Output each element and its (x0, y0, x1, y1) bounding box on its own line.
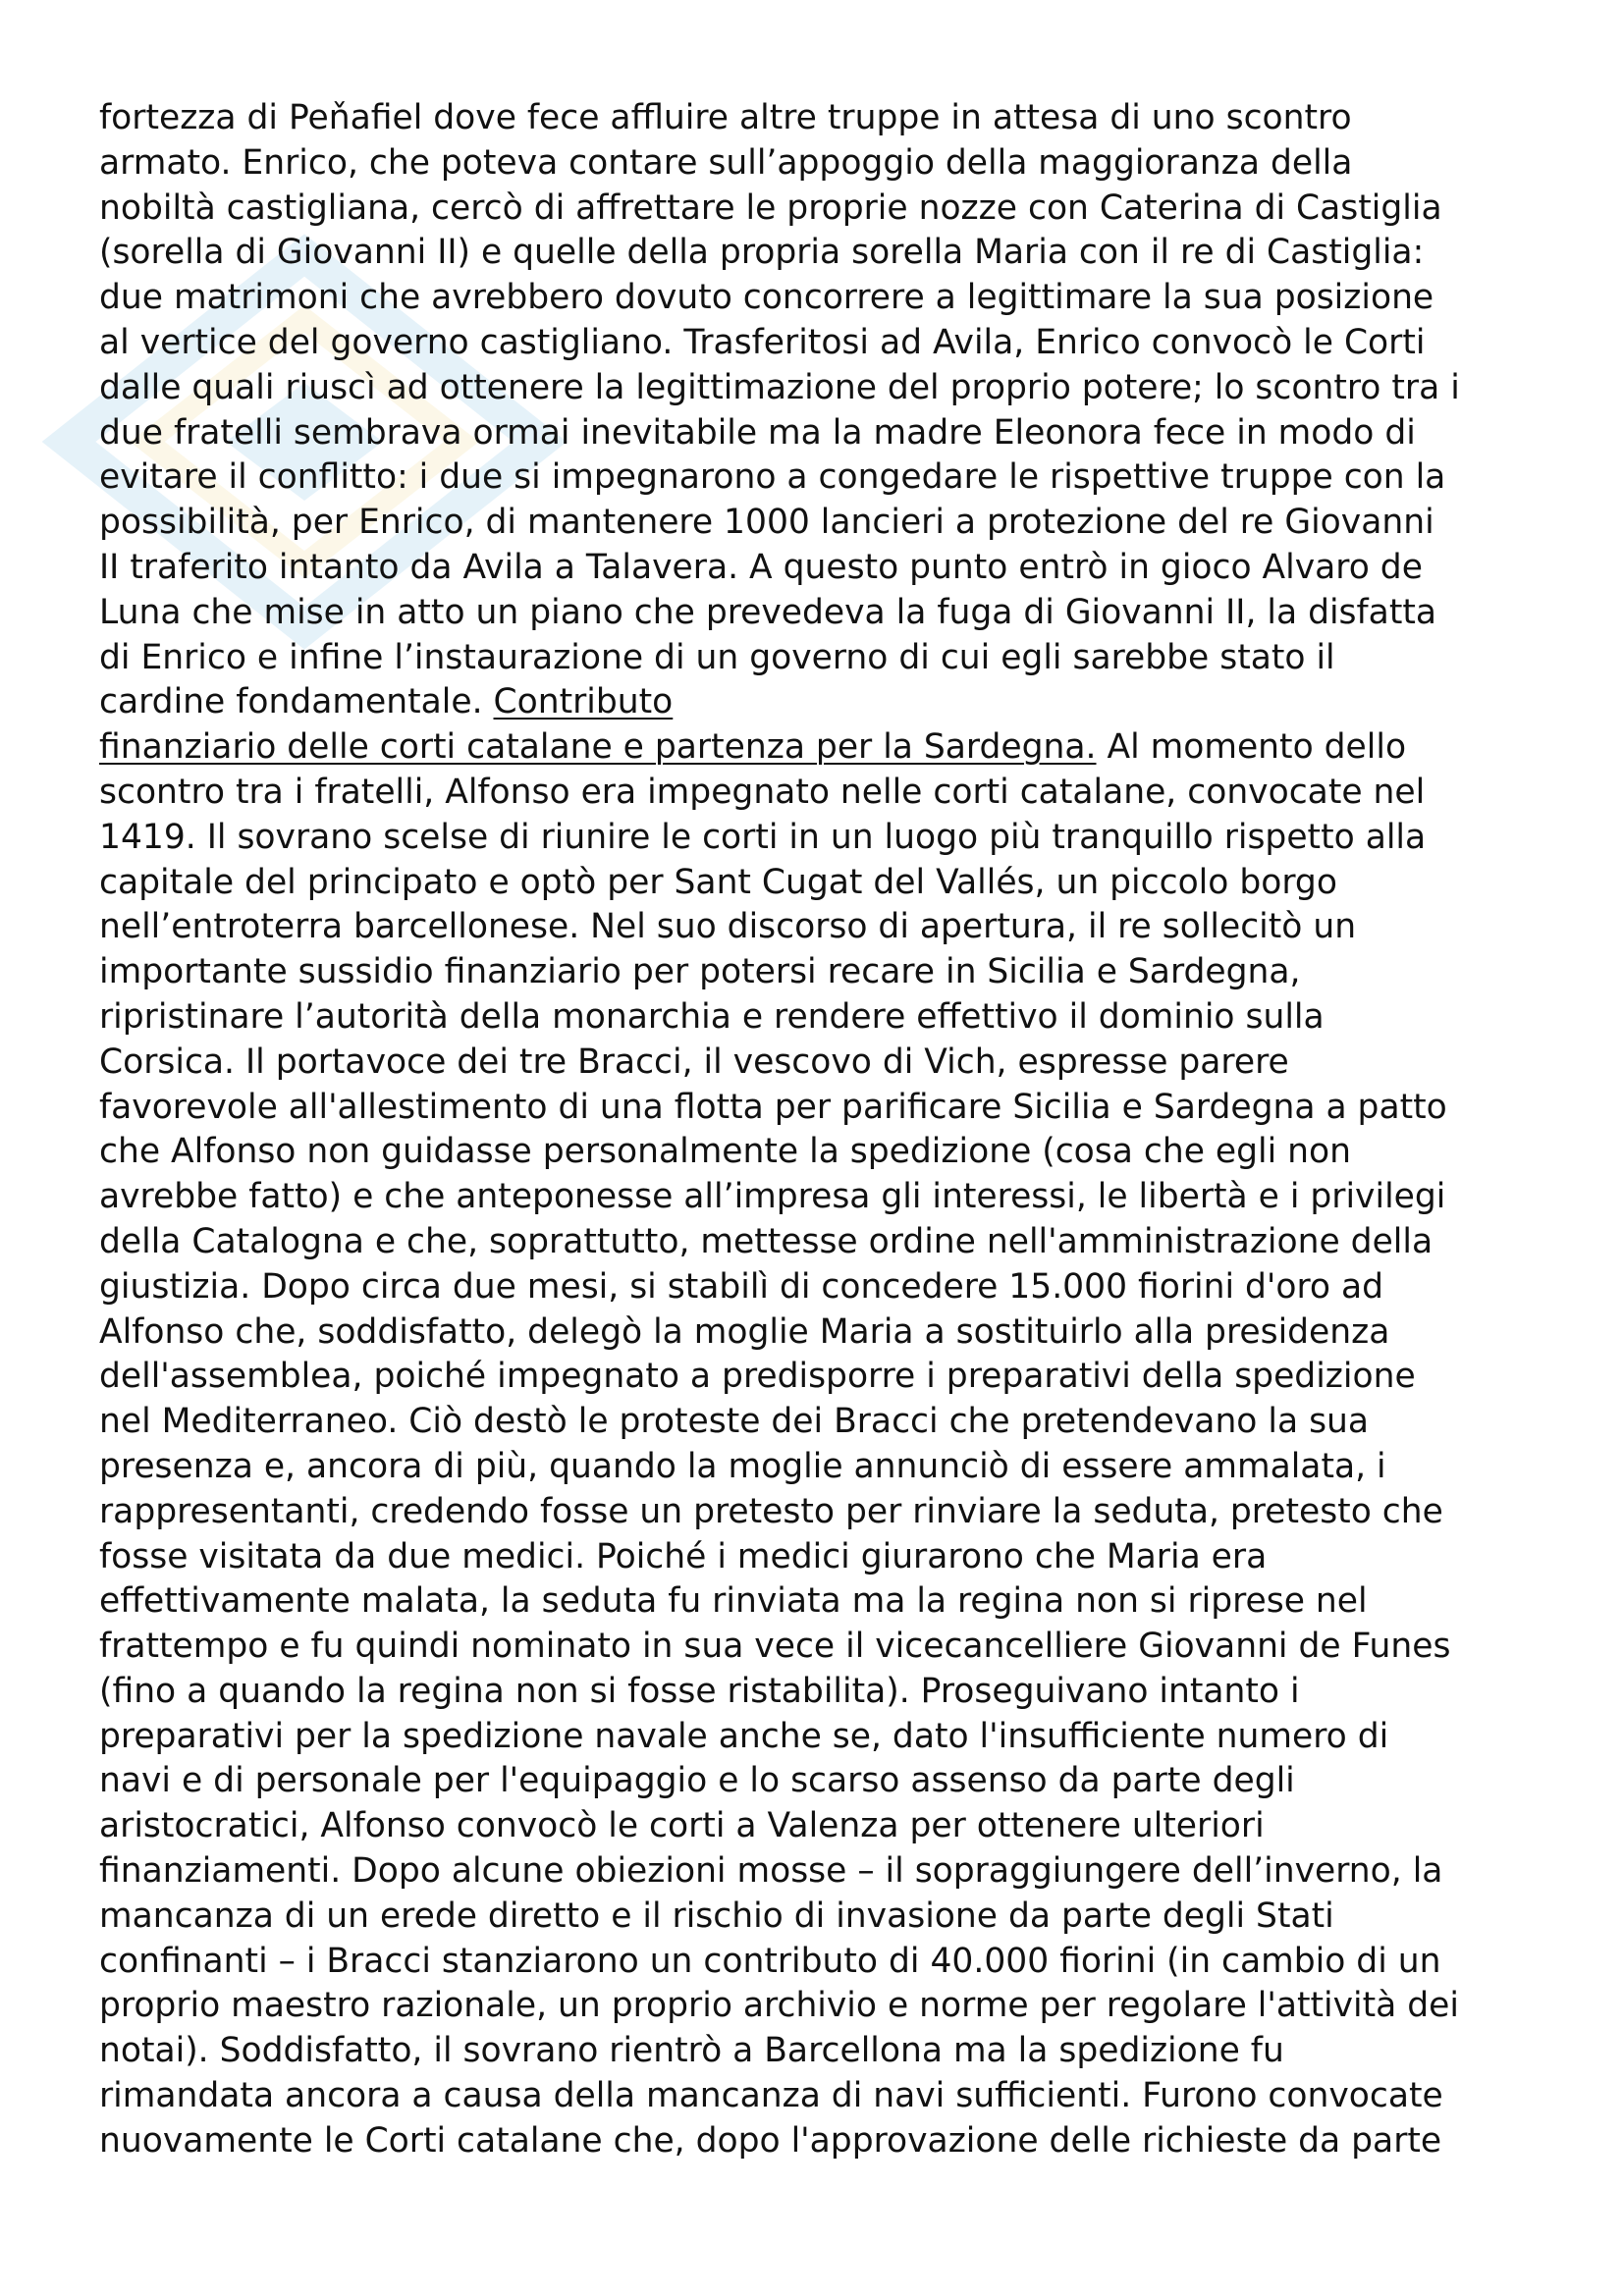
paragraph-before-heading: fortezza di Peňafiel dove fece affluire altre truppe in attesa di uno scontro armato. Enrico, che poteva contare sull’appoggio della maggioranza della nobiltà castigliana, cercò di affrettare le proprie nozze con Caterina di Castiglia (sorella di Giovanni II) e quelle della propria sorella Maria con il re di Castiglia: due matrimoni che avrebbero dovuto concorrere a legittimare la sua posizione al vertice del governo castigliano. Trasferitosi ad Avila, Enrico convocò le Corti dalle quali riuscì ad ottenere la legittimazione del proprio potere; lo scontro tra i due fratelli sembrava ormai inevitabile ma la madre Eleonora fece in modo di evitare il conflitto: i due si impegnarono a congedare le rispettive truppe con la possibilità, per Enrico, di mantenere 1000 lancieri a protezione del re Giovanni II traferito intanto da Avila a Talavera. A questo punto entrò in gioco Alvaro de Luna che mise in atto un piano che prevedeva la fuga di Giovanni II, la disfatta di Enrico e infine l’instaurazione di un governo di cui egli sarebbe stato il cardine fondamentale. (99, 98, 1460, 722)
section-heading: Contributo finanziario delle corti catalane e partenza per la Sardegna. (99, 682, 1097, 768)
paragraph-after-heading: Al momento dello scontro tra i fratelli, Alfonso era impegnato nelle corti catalane, convocate nel 1419. Il sovrano scelse di riunire le corti in un luogo più tranquillo rispetto alla capitale del principato e optò per Sant Cugat del Vallés, un piccolo borgo nell’entroterra barcellonese. Nel suo discorso di apertura, il re sollecitò un importante sussidio finanziario per potersi recare in Sicilia e Sardegna, ripristinare l’autorità della monarchia e rendere effettivo il dominio sulla Corsica. Il portavoce dei tre Bracci, il vescovo di Vich, espresse parere favorevole all'allestimento di una flotta per parificare Sicilia e Sardegna a patto che Alfonso non guidasse personalmente la spedizione (cosa che egli non avrebbe fatto) e che anteponesse all’impresa gli interessi, le libertà e i privilegi della Catalogna e che, soprattutto, mettesse ordine nell'amministrazione della giustizia. Dopo circa due mesi, si stabilì di concedere 15.000 fiorini d'oro ad Alfonso che, soddisfatto, delegò la moglie Maria a sostituirlo alla presidenza dell'assemblea, poiché impegnato a predisporre i preparativi della spedizione nel Mediterraneo. Ciò destò le proteste dei Bracci che pretendevano la sua presenza e, ancora di più, quando la moglie annunciò di essere ammalata, i rappresentanti, credendo fosse un pretesto per rinviare la seduta, pretesto che fosse visitata da due medici. Poiché i medici giurarono che Maria era effettivamente malata, la seduta fu rinviata ma la regina non si riprese nel frattempo e fu quindi nominato in sua vece il vicecancelliere Giovanni de Funes (fino a quando la regina non si fosse ristabilita). Proseguivano intanto i preparativi per la spedizione navale anche se, dato l'insufficiente numero di navi e di personale per l'equipaggio e lo scarso assenso da parte degli aristocratici, Alfonso convocò le corti a Valenza per ottenere ulteriori finanziamenti. Dopo alcune obiezioni mosse – il sopraggiungere dell’inverno, la mancanza di un erede diretto e il rischio di invasione da parte degli Stati confinanti – i Bracci stanziarono un contributo di 40.000 fiorini (in cambio di un proprio maestro razionale, un proprio archivio e norme per regolare l'attività dei notai). Soddisfatto, il sovrano rientrò a Barcellona ma la spedizione fu rimandata ancora a causa della mancanza di navi sufficienti. Furono convocate nuovamente le Corti catalane che, dopo l'approvazione delle richieste da parte (99, 727, 1459, 2161)
heading-gap (483, 682, 494, 721)
body-text (99, 96, 1542, 2164)
